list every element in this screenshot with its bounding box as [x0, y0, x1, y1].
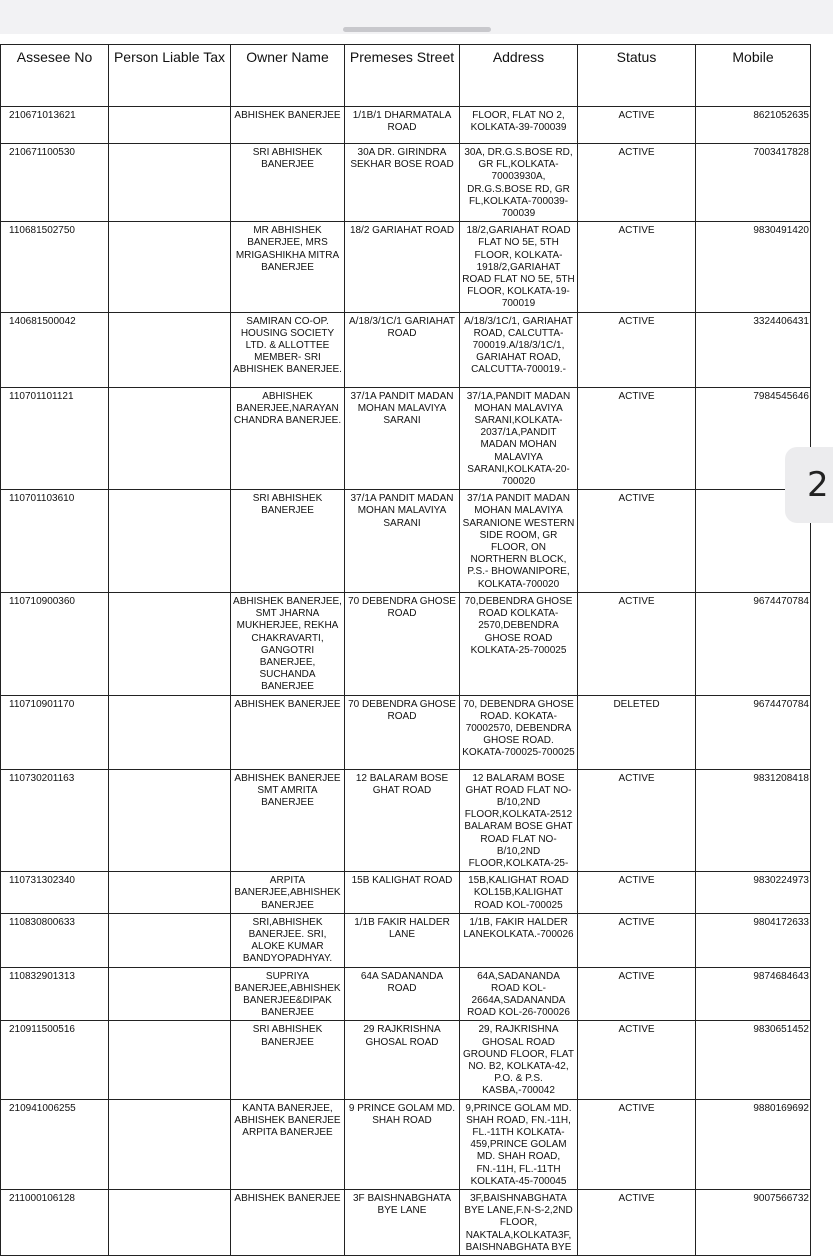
owner-name-cell: ABHISHEK BANERJEE [231, 695, 345, 769]
assesee-no-cell: 110701103610 [1, 490, 109, 593]
status-cell: ACTIVE [578, 144, 696, 222]
person-liable-tax-cell [109, 490, 231, 593]
owner-name-cell: MR ABHISHEK BANERJEE, MRS MRIGASHIKHA MITRA BANERJEE [231, 222, 345, 312]
person-liable-tax-cell [109, 592, 231, 695]
status-cell: ACTIVE [578, 490, 696, 593]
assesee-no-cell: 110832901313 [1, 967, 109, 1021]
mobile-cell: 9674470784 [696, 592, 811, 695]
person-liable-tax-cell [109, 1190, 231, 1256]
address-cell: 64A,SADANANDA ROAD KOL-2664A,SADANANDA ROAD KOL-26-700026 [460, 967, 578, 1021]
premeses-street-cell: 30A DR. GIRINDRA SEKHAR BOSE ROAD [345, 144, 460, 222]
premeses-street-cell: 70 DEBENDRA GHOSE ROAD [345, 592, 460, 695]
status-cell: ACTIVE [578, 592, 696, 695]
assesee-no-cell: 110710901170 [1, 695, 109, 769]
premeses-street-cell: 37/1A PANDIT MADAN MOHAN MALAVIYA SARANI [345, 490, 460, 593]
premeses-street-cell: A/18/3/1C/1 GARIAHAT ROAD [345, 312, 460, 387]
assesee-no-cell: 211000106128 [1, 1190, 109, 1256]
owner-name-cell: ABHISHEK BANERJEE,NARAYAN CHANDRA BANERJEE. [231, 387, 345, 490]
address-cell: 37/1A PANDIT MADAN MOHAN MALAVIYA SARANIONE WESTERN SIDE ROOM, GR FLOOR, ON NORTHERN BLOCK, P.S.- BHOWANIPORE, KOLKATA-700020 [460, 490, 578, 593]
mobile-cell: 9830224973 [696, 872, 811, 914]
mobile-cell: 9831208418 [696, 769, 811, 872]
premeses-street-cell: 1/1B FAKIR HALDER LANE [345, 913, 460, 967]
mobile-cell: 3324406431 [696, 312, 811, 387]
table-row [1, 490, 811, 593]
assesee-no-cell: 210941006255 [1, 1099, 109, 1189]
address-cell: 12 BALARAM BOSE GHAT ROAD FLAT NO-B/10,2ND FLOOR,KOLKATA-2512 BALARAM BOSE GHAT ROAD FLAT NO-B/10,2ND FLOOR,KOLKATA-25- [460, 769, 578, 872]
table-row [1, 1021, 811, 1099]
owner-name-cell: ABHISHEK BANERJEE [231, 107, 345, 144]
address-cell: 1/1B, FAKIR HALDER LANEKOLKATA.-700026 [460, 913, 578, 967]
premeses-street-cell: 1/1B/1 DHARMATALA ROAD [345, 107, 460, 144]
address-cell: 29, RAJKRISHNA GHOSAL ROAD GROUND FLOOR, FLAT NO. B2, KOLKATA-42, P.O. & P.S. KASBA,-700042 [460, 1021, 578, 1099]
person-liable-tax-cell [109, 695, 231, 769]
premeses-street-cell: 15B KALIGHAT ROAD [345, 872, 460, 914]
owner-name-cell: ABHISHEK BANERJEE [231, 1190, 345, 1256]
col-header-assesee-no: Assesee No [1, 45, 109, 107]
status-cell: ACTIVE [578, 967, 696, 1021]
status-cell: ACTIVE [578, 1099, 696, 1189]
address-cell: 3F,BAISHNABGHATA BYE LANE,F.N-S-2,2ND FLOOR, NAKTALA,KOLKATA3F, BAISHNABGHATA BYE [460, 1190, 578, 1256]
person-liable-tax-cell [109, 769, 231, 872]
person-liable-tax-cell [109, 1099, 231, 1189]
table-row [1, 872, 811, 914]
table-row [1, 222, 811, 312]
owner-name-cell: SRI ABHISHEK BANERJEE [231, 1021, 345, 1099]
mobile-cell: 7984545646 [696, 387, 811, 490]
status-cell: ACTIVE [578, 222, 696, 312]
status-cell: ACTIVE [578, 312, 696, 387]
table-row [1, 592, 811, 695]
premeses-street-cell: 12 BALARAM BOSE GHAT ROAD [345, 769, 460, 872]
col-header-mobile: Mobile [696, 45, 811, 107]
mobile-cell: 9830651452 [696, 1021, 811, 1099]
col-header-owner-name: Owner Name [231, 45, 345, 107]
premeses-street-cell: 18/2 GARIAHAT ROAD [345, 222, 460, 312]
owner-name-cell: ABHISHEK BANERJEE SMT AMRITA BANERJEE [231, 769, 345, 872]
assesee-no-cell: 210671100530 [1, 144, 109, 222]
assesee-no-cell: 210671013621 [1, 107, 109, 144]
mobile-cell: 9007566732 [696, 1190, 811, 1256]
status-cell: ACTIVE [578, 872, 696, 914]
mobile-cell: 9874684643 [696, 967, 811, 1021]
premeses-street-cell: 64A SADANANDA ROAD [345, 967, 460, 1021]
assesee-no-cell: 110731302340 [1, 872, 109, 914]
owner-name-cell: SAMIRAN CO-OP. HOUSING SOCIETY LTD. & ALLOTTEE MEMBER- SRI ABHISHEK BANERJEE. [231, 312, 345, 387]
assesee-no-cell: 110701101121 [1, 387, 109, 490]
mobile-cell: 7003417828 [696, 144, 811, 222]
person-liable-tax-cell [109, 222, 231, 312]
table-row [1, 1099, 811, 1189]
status-cell: ACTIVE [578, 107, 696, 144]
assesee-no-cell: 110830800633 [1, 913, 109, 967]
viewer-top-bar [0, 0, 833, 34]
person-liable-tax-cell [109, 1021, 231, 1099]
premeses-street-cell: 3F BAISHNABGHATA BYE LANE [345, 1190, 460, 1256]
drag-handle[interactable] [343, 27, 491, 32]
table-row [1, 312, 811, 387]
assesee-no-cell: 110730201163 [1, 769, 109, 872]
person-liable-tax-cell [109, 387, 231, 490]
owner-name-cell: KANTA BANERJEE, ABHISHEK BANERJEE ARPITA BANERJEE [231, 1099, 345, 1189]
mobile-cell: 9830491420 [696, 222, 811, 312]
col-header-premeses-street: Premeses Street [345, 45, 460, 107]
address-cell: 18/2,GARIAHAT ROAD FLAT NO 5E, 5TH FLOOR, KOLKATA-1918/2,GARIAHAT ROAD FLAT NO 5E, 5TH FLOOR, KOLKATA-19-700019 [460, 222, 578, 312]
status-cell: DELETED [578, 695, 696, 769]
mobile-cell: 9880169692 [696, 1099, 811, 1189]
status-cell: ACTIVE [578, 913, 696, 967]
page-number-badge[interactable]: 2 [785, 447, 833, 523]
owner-name-cell: SRI,ABHISHEK BANERJEE. SRI, ALOKE KUMAR BANDYOPADHYAY. [231, 913, 345, 967]
table-row [1, 913, 811, 967]
owner-name-cell: ABHISHEK BANERJEE, SMT JHARNA MUKHERJEE, REKHA CHAKRAVARTI, GANGOTRI BANERJEE, SUCHANDA BANERJEE [231, 592, 345, 695]
person-liable-tax-cell [109, 144, 231, 222]
address-cell: 70, DEBENDRA GHOSE ROAD. KOKATA-70002570, DEBENDRA GHOSE ROAD. KOKATA-700025-700025 [460, 695, 578, 769]
owner-name-cell: SRI ABHISHEK BANERJEE [231, 490, 345, 593]
assesee-no-cell: 110710900360 [1, 592, 109, 695]
person-liable-tax-cell [109, 107, 231, 144]
address-cell: A/18/3/1C/1, GARIAHAT ROAD, CALCUTTA-700019.A/18/3/1C/1, GARIAHAT ROAD, CALCUTTA-700019.- [460, 312, 578, 387]
assesee-no-cell: 140681500042 [1, 312, 109, 387]
col-header-address: Address [460, 45, 578, 107]
table-row [1, 695, 811, 769]
address-cell: 15B,KALIGHAT ROAD KOL15B,KALIGHAT ROAD KOL-700025 [460, 872, 578, 914]
mobile-cell: 8621052635 [696, 107, 811, 144]
address-cell: FLOOR, FLAT NO 2, KOLKATA-39-700039 [460, 107, 578, 144]
person-liable-tax-cell [109, 312, 231, 387]
mobile-cell: 9804172633 [696, 913, 811, 967]
status-cell: ACTIVE [578, 1021, 696, 1099]
status-cell: ACTIVE [578, 769, 696, 872]
owner-name-cell: SUPRIYA BANERJEE,ABHISHEK BANERJEE&DIPAK BANERJEE [231, 967, 345, 1021]
status-cell: ACTIVE [578, 1190, 696, 1256]
table-row [1, 387, 811, 490]
owner-name-cell: ARPITA BANERJEE,ABHISHEK BANERJEE [231, 872, 345, 914]
table-row [1, 769, 811, 872]
status-cell: ACTIVE [578, 387, 696, 490]
premeses-street-cell: 70 DEBENDRA GHOSE ROAD [345, 695, 460, 769]
col-header-person-liable-tax: Person Liable Tax [109, 45, 231, 107]
person-liable-tax-cell [109, 913, 231, 967]
assesee-no-cell: 210911500516 [1, 1021, 109, 1099]
address-cell: 37/1A,PANDIT MADAN MOHAN MALAVIYA SARANI,KOLKATA-2037/1A,PANDIT MADAN MOHAN MALAVIYA SARANI,KOLKATA-20-700020 [460, 387, 578, 490]
address-cell: 30A, DR.G.S.BOSE RD, GR FL,KOLKATA-70003930A, DR.G.S.BOSE RD, GR FL,KOLKATA-700039-700039 [460, 144, 578, 222]
person-liable-tax-cell [109, 872, 231, 914]
person-liable-tax-cell [109, 967, 231, 1021]
owner-name-cell: SRI ABHISHEK BANERJEE [231, 144, 345, 222]
table-row [1, 144, 811, 222]
premeses-street-cell: 29 RAJKRISHNA GHOSAL ROAD [345, 1021, 460, 1099]
property-tax-table [0, 44, 811, 1256]
premeses-street-cell: 37/1A PANDIT MADAN MOHAN MALAVIYA SARANI [345, 387, 460, 490]
col-header-status: Status [578, 45, 696, 107]
table-row [1, 1190, 811, 1256]
address-cell: 70,DEBENDRA GHOSE ROAD KOLKATA-2570,DEBENDRA GHOSE ROAD KOLKATA-25-700025 [460, 592, 578, 695]
table-row [1, 107, 811, 144]
table-row [1, 967, 811, 1021]
mobile-cell: 9674470784 [696, 695, 811, 769]
address-cell: 9,PRINCE GOLAM MD. SHAH ROAD, FN.-11H, FL.-11TH KOLKATA-459,PRINCE GOLAM MD. SHAH ROAD, FN.-11H, FL.-11TH KOLKATA-45-700045 [460, 1099, 578, 1189]
assesee-no-cell: 110681502750 [1, 222, 109, 312]
premeses-street-cell: 9 PRINCE GOLAM MD. SHAH ROAD [345, 1099, 460, 1189]
header-row [1, 45, 811, 107]
